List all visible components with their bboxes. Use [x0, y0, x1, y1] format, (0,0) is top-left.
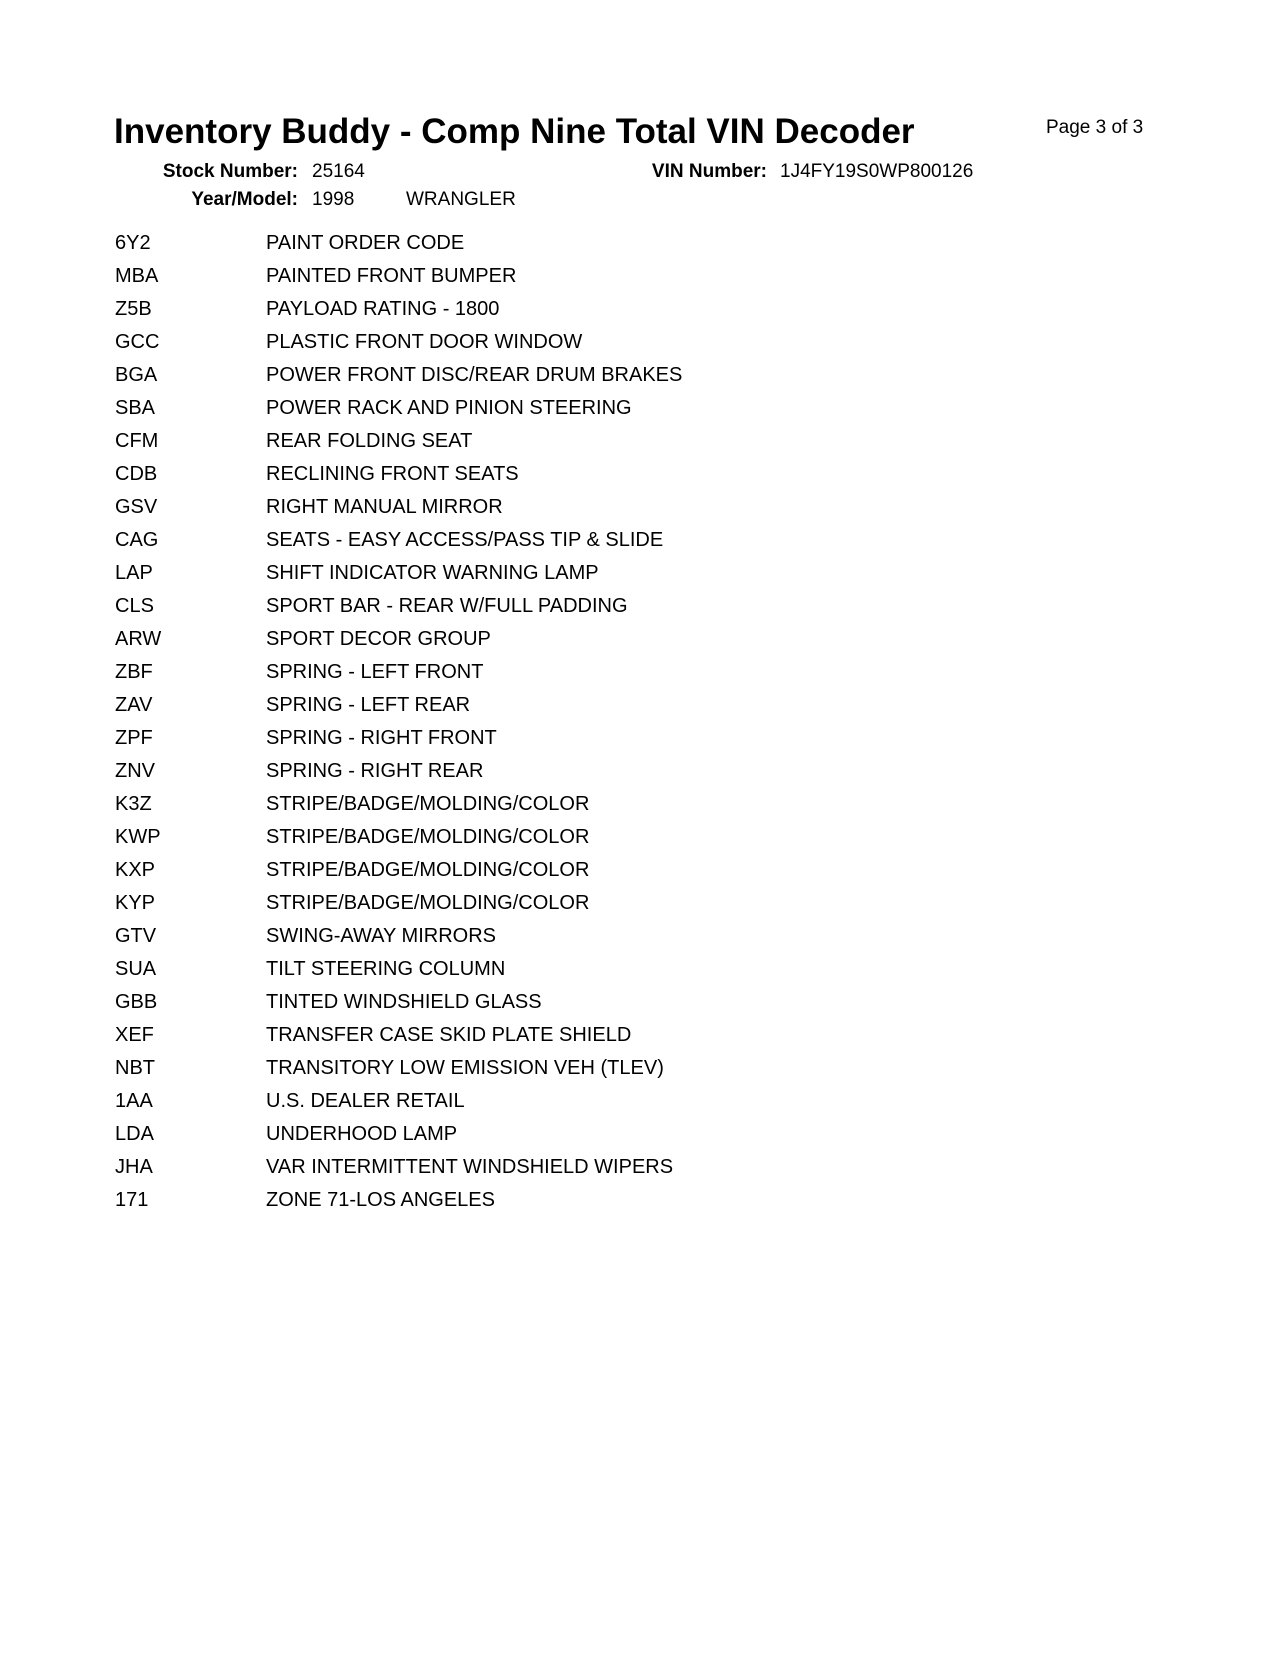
option-description: TILT STEERING COLUMN	[266, 958, 506, 980]
option-description: RIGHT MANUAL MIRROR	[266, 496, 503, 518]
option-description: RECLINING FRONT SEATS	[266, 463, 519, 485]
vin-number-label: VIN Number:	[651, 161, 767, 182]
option-description: U.S. DEALER RETAIL	[266, 1090, 465, 1112]
list-item	[115, 825, 815, 858]
list-item	[115, 990, 815, 1023]
list-item	[115, 429, 815, 462]
list-item	[115, 660, 815, 693]
option-code: GTV	[115, 925, 157, 947]
list-item	[115, 858, 815, 891]
list-item	[115, 792, 815, 825]
stock-number-value: 25164	[312, 161, 365, 182]
list-item	[115, 891, 815, 924]
list-item	[115, 693, 815, 726]
list-item	[115, 363, 815, 396]
option-description: SPRING - LEFT REAR	[266, 694, 471, 716]
option-code: NBT	[115, 1057, 155, 1079]
list-item	[115, 264, 815, 297]
option-description: UNDERHOOD LAMP	[266, 1123, 458, 1145]
option-description: STRIPE/BADGE/MOLDING/COLOR	[266, 793, 590, 815]
option-code: ZBF	[115, 661, 153, 683]
option-code: SBA	[115, 397, 156, 419]
option-code: KXP	[115, 859, 156, 881]
option-code: BGA	[115, 364, 158, 386]
option-description: TRANSITORY LOW EMISSION VEH (TLEV)	[266, 1057, 664, 1079]
option-description: PAINTED FRONT BUMPER	[266, 265, 517, 287]
option-description: SPRING - RIGHT FRONT	[266, 727, 497, 749]
option-description: SPRING - LEFT FRONT	[266, 661, 484, 683]
option-code: ZNV	[115, 760, 155, 782]
option-description: VAR INTERMITTENT WINDSHIELD WIPERS	[266, 1156, 674, 1178]
list-item	[115, 1155, 815, 1188]
option-code: 171	[115, 1189, 149, 1211]
page-indicator: Page 3 of 3	[1046, 117, 1144, 138]
list-item	[115, 396, 815, 429]
option-code: SUA	[115, 958, 157, 980]
option-code: KWP	[115, 826, 161, 848]
list-item	[115, 561, 815, 594]
list-item	[115, 1188, 815, 1221]
option-code: CFM	[115, 430, 159, 452]
option-description: ZONE 71-LOS ANGELES	[266, 1189, 495, 1211]
option-description: PAYLOAD RATING - 1800	[266, 298, 500, 320]
option-description: POWER FRONT DISC/REAR DRUM BRAKES	[266, 364, 683, 386]
option-description: TINTED WINDSHIELD GLASS	[266, 991, 542, 1013]
option-description: SPORT BAR - REAR W/FULL PADDING	[266, 595, 628, 617]
option-code: KYP	[115, 892, 156, 914]
year-value: 1998	[312, 189, 355, 210]
list-item	[115, 759, 815, 792]
option-code: 1AA	[115, 1090, 153, 1112]
year-model-label: Year/Model:	[191, 189, 298, 210]
option-code: K3Z	[115, 793, 152, 815]
option-description: TRANSFER CASE SKID PLATE SHIELD	[266, 1024, 632, 1046]
option-description: POWER RACK AND PINION STEERING	[266, 397, 632, 419]
list-item	[115, 1023, 815, 1056]
option-code: LAP	[115, 562, 153, 584]
list-item	[115, 1056, 815, 1089]
option-code: ZPF	[115, 727, 153, 749]
stock-number-label: Stock Number:	[162, 161, 298, 182]
option-code: CAG	[115, 529, 159, 551]
list-item	[115, 1089, 815, 1122]
option-code: JHA	[115, 1156, 153, 1178]
option-description: STRIPE/BADGE/MOLDING/COLOR	[266, 859, 590, 881]
option-description: SHIFT INDICATOR WARNING LAMP	[266, 562, 599, 584]
list-item	[115, 462, 815, 495]
list-item	[115, 924, 815, 957]
option-description: REAR FOLDING SEAT	[266, 430, 473, 452]
option-code: CDB	[115, 463, 158, 485]
list-item	[115, 495, 815, 528]
option-description: SPORT DECOR GROUP	[266, 628, 491, 650]
list-item	[115, 627, 815, 660]
option-code: GCC	[115, 331, 160, 353]
option-code: Z5B	[115, 298, 152, 320]
option-description: SEATS - EASY ACCESS/PASS TIP & SLIDE	[266, 529, 664, 551]
list-item	[115, 297, 815, 330]
list-item	[115, 726, 815, 759]
option-code: LDA	[115, 1123, 154, 1145]
option-code: XEF	[115, 1024, 154, 1046]
vin-number-value: 1J4FY19S0WP800126	[780, 161, 974, 182]
model-value: WRANGLER	[406, 189, 516, 210]
list-item	[115, 1122, 815, 1155]
option-description: PLASTIC FRONT DOOR WINDOW	[266, 331, 583, 353]
option-description: PAINT ORDER CODE	[266, 232, 465, 254]
list-item	[115, 957, 815, 990]
option-code: ARW	[115, 628, 162, 650]
list-item	[115, 528, 815, 561]
option-description: STRIPE/BADGE/MOLDING/COLOR	[266, 892, 590, 914]
option-description: STRIPE/BADGE/MOLDING/COLOR	[266, 826, 590, 848]
option-description: SWING-AWAY MIRRORS	[266, 925, 496, 947]
option-code: GSV	[115, 496, 158, 518]
option-code: 6Y2	[115, 232, 151, 254]
option-code: GBB	[115, 991, 158, 1013]
list-item	[115, 594, 815, 627]
page-title: Inventory Buddy - Comp Nine Total VIN Decoder	[114, 112, 915, 151]
option-code: MBA	[115, 265, 159, 287]
list-item	[115, 231, 815, 264]
option-code: CLS	[115, 595, 154, 617]
option-description: SPRING - RIGHT REAR	[266, 760, 484, 782]
option-code: ZAV	[115, 694, 153, 716]
list-item	[115, 330, 815, 363]
